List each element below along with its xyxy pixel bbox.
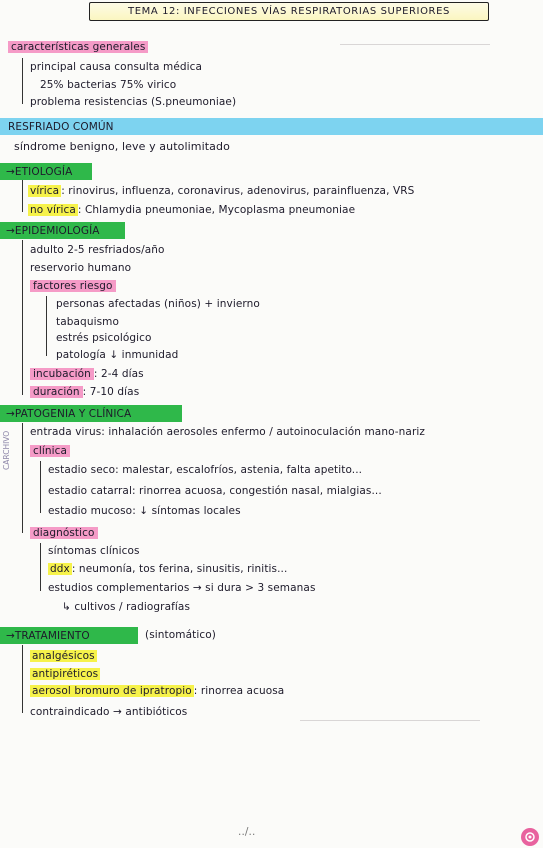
caracteristicas-item: problema resistencias (S.pneumoniae) (30, 96, 237, 108)
incubacion-text: : 2-4 días (93, 368, 144, 380)
duracion-label: duración (30, 386, 83, 398)
epidemiologia-heading: → EPIDEMIOLOGÍA (0, 222, 125, 239)
caracteristicas-heading (8, 41, 148, 53)
antipireticos-label: antipiréticos (32, 668, 99, 680)
factor-item: personas afectadas (niños) + invierno (56, 298, 260, 310)
duracion-text: : 7-10 días (82, 386, 140, 398)
caracteristicas-label: características generales (8, 41, 148, 53)
ddx-text: : neumonía, tos ferina, sinusitis, rinitis... (71, 563, 288, 575)
contraindicado: contraindicado → antibióticos (30, 706, 188, 718)
resfriado-subtitle: síndrome benigno, leve y autolimitado (14, 140, 230, 153)
clinica (30, 445, 70, 457)
logo-badge (521, 828, 539, 846)
resfriado-label: RESFRIADO COMÚN (8, 120, 114, 133)
clinica-item: estadio seco: malestar, escalofríos, astenia, falta apetito... (48, 464, 363, 476)
aerosol (30, 685, 284, 697)
aerosol-label: aerosol bromuro de ipratropio (32, 685, 192, 697)
page-title (89, 2, 489, 21)
incubacion-label: incubación (30, 368, 94, 380)
tratamiento-label: TRATAMIENTO (14, 629, 90, 642)
clinica-label: clínica (30, 445, 70, 457)
logo-icon (524, 831, 536, 843)
factores-label: factores riesgo (30, 280, 116, 292)
epidemiologia-item: adulto 2-5 resfriados/año (30, 244, 165, 256)
factores-bracket (46, 296, 47, 356)
bleed-line (300, 720, 480, 721)
factor-item: tabaquismo (56, 316, 120, 328)
side-watermark-text: CARCHIVO (2, 430, 11, 470)
etiologia-heading: → ETIOLOGÍA (0, 163, 92, 180)
etiologia-bracket (22, 180, 23, 212)
bleed-line (340, 44, 490, 45)
tratamiento-item (30, 668, 100, 680)
caracteristicas-item: principal causa consulta médica (30, 61, 203, 73)
aerosol-text: : rinorrea acuosa (193, 685, 285, 697)
incubacion (30, 368, 144, 380)
etiologia-label: ETIOLOGÍA (14, 165, 73, 178)
tratamiento-heading: → TRATAMIENTO (0, 627, 138, 644)
resfriado-heading (0, 118, 543, 135)
clinica-item: estadio mucoso: ↓ síntomas locales (48, 505, 241, 517)
continuation-mark: ../.. (238, 826, 256, 838)
diagnostico-label: diagnóstico (30, 527, 98, 539)
etiologia-no-virica (28, 204, 355, 216)
diagnostico (30, 527, 98, 539)
virica-text: : rinovirus, influenza, coronavirus, adenovirus, parainfluenza, VRS (61, 185, 415, 197)
diagnostico-item: síntomas clínicos (48, 545, 140, 557)
clinica-item: estadio catarral: rinorrea acuosa, congestión nasal, mialgias... (48, 485, 382, 497)
clinica-bracket (40, 461, 41, 513)
page-title-text: TEMA 12: INFECCIONES VÍAS RESPIRATORIAS SUPERIORES (128, 6, 450, 17)
epidemiologia-label: EPIDEMIOLOGÍA (14, 224, 100, 237)
diagnostico-item: ↳ cultivos / radiografías (62, 601, 191, 613)
caracteristicas-item: 25% bacterias 75% virico (40, 79, 177, 91)
side-watermark (2, 370, 14, 470)
factores-riesgo (30, 280, 116, 292)
no-virica-label: no vírica (30, 204, 76, 216)
patogenia-bracket (22, 423, 23, 533)
tratamiento-note: (sintomático) (145, 629, 216, 641)
no-virica-text: : Chlamydia pneumoniae, Mycoplasma pneumoniae (77, 204, 356, 216)
ddx-label: ddx (50, 563, 70, 575)
diagnostico-bracket (40, 543, 41, 591)
patogenia-heading: → PATOGENIA Y CLÍNICA (0, 405, 182, 422)
epidemiologia-bracket (22, 240, 23, 395)
entrada-virus: entrada virus: inhalación aerosoles enfermo / autoinoculación mano-nariz (30, 426, 426, 438)
etiologia-virica (28, 185, 414, 197)
analgesicos-label: analgésicos (32, 650, 95, 662)
epidemiologia-item: reservorio humano (30, 262, 132, 274)
diagnostico-item: estudios complementarios → si dura > 3 semanas (48, 582, 316, 594)
patogenia-label: PATOGENIA Y CLÍNICA (14, 407, 132, 420)
duracion (30, 386, 139, 398)
factor-item: patología ↓ inmunidad (56, 349, 179, 361)
virica-label: vírica (30, 185, 60, 197)
tratamiento-bracket (22, 645, 23, 713)
tratamiento-item (30, 650, 97, 662)
ddx (48, 563, 287, 575)
factor-item: estrés psicológico (56, 332, 152, 344)
caracteristicas-bracket (22, 58, 23, 104)
